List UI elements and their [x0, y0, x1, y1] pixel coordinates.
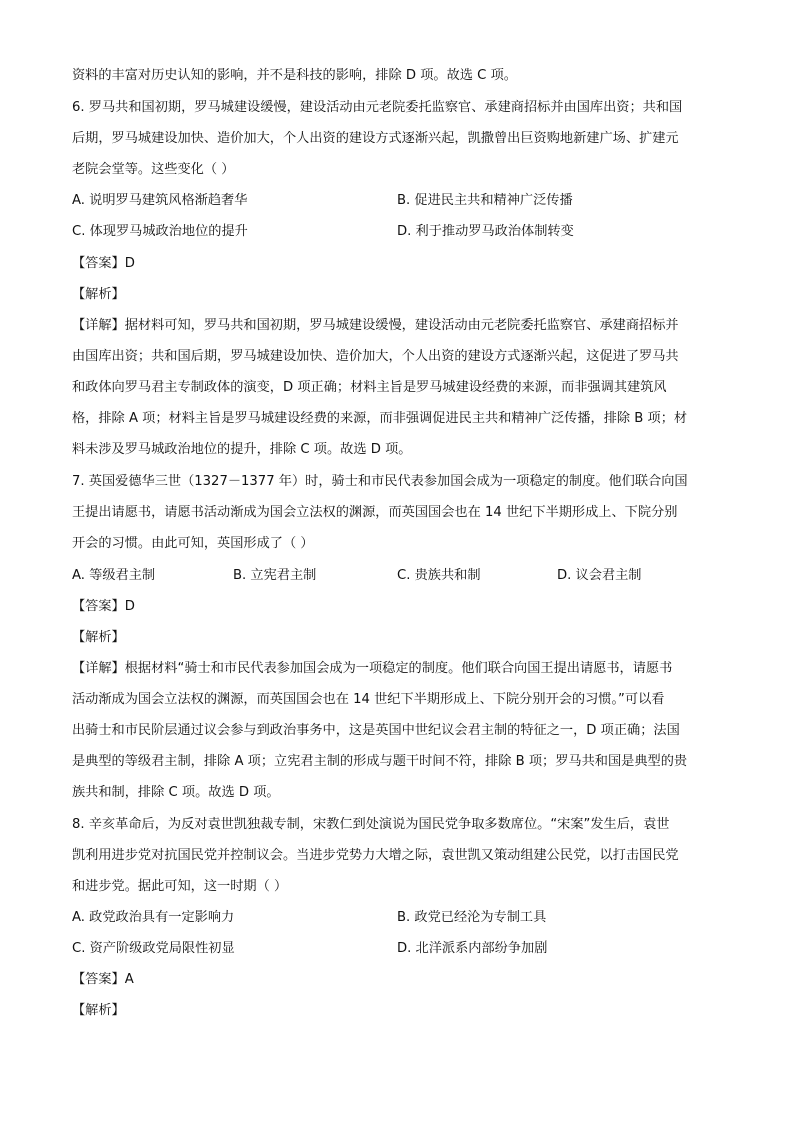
question-7-line-3: 开会的习惯。由此可知，英国形成了（ ）: [72, 536, 314, 551]
question-6-line-3: 老院会堂等。这些变化（ ）: [72, 162, 235, 177]
q8-option-a: A. 政党政治具有一定影响力: [72, 910, 235, 925]
q7-option-a: A. 等级君主制: [72, 568, 156, 583]
q8-option-b: B. 政党已经沦为专制工具: [397, 910, 547, 925]
q8-analysis-heading: 【解析】: [72, 1003, 125, 1018]
question-7-line-1: 7. 英国爱德华三世（1327－1377 年）时，骑士和市民代表参加国会成为一项稳定的制度。他们联合向国: [72, 474, 688, 489]
q8-answer: 【答案】A: [72, 972, 134, 987]
question-6-line-1: 6. 罗马共和国初期，罗马城建设缓慢，建设活动由元老院委托监察官、承建商招标并由国库出资；共和国: [72, 100, 683, 115]
q7-detail-line: 是典型的等级君主制，排除 A 项；立宪君主制的形成与题干时间不符，排除 B 项；罗马共和国是典型的贵: [72, 754, 688, 769]
q7-option-c: C. 贵族共和制: [397, 568, 481, 583]
q6-detail-line: 格，排除 A 项；材料主旨是罗马城建设经费的来源，而非强调促进民主共和精神广泛传播，排除 B 项；材: [72, 411, 688, 426]
q7-detail-line: 【详解】根据材料“骑士和市民代表参加国会成为一项稳定的制度。他们联合向国王提出请愿书，请愿书: [72, 661, 673, 676]
q6-option-a: A. 说明罗马建筑风格渐趋奢华: [72, 193, 248, 208]
q6-option-c: C. 体现罗马城政治地位的提升: [72, 224, 248, 239]
q7-detail-line: 族共和制，排除 C 项。故选 D 项。: [72, 785, 280, 800]
q8-option-c: C. 资产阶级政党局限性初显: [72, 941, 235, 956]
question-8-line-2: 凯利用进步党对抗国民党并控制议会。当进步党势力大增之际，袁世凯又策动组建公民党，以打击国民党: [72, 848, 679, 863]
q7-option-b: B. 立宪君主制: [233, 568, 317, 583]
q7-option-d: D. 议会君主制: [557, 568, 642, 583]
question-6-line-2: 后期，罗马城建设加快、造价加大，个人出资的建设方式逐渐兴起，凯撒曾出巨资购地新建广场、扩建元: [72, 131, 679, 146]
q6-detail-line: 由国库出资；共和国后期，罗马城建设加快、造价加大，个人出资的建设方式逐渐兴起，这促进了罗马共: [72, 349, 679, 364]
text-line: 资料的丰富对历史认知的影响，并不是科技的影响，排除 D 项。故选 C 项。: [72, 68, 517, 83]
q6-option-d: D. 利于推动罗马政治体制转变: [397, 224, 574, 239]
question-8-line-1: 8. 辛亥革命后，为反对袁世凯独裁专制，宋教仁到处演说为国民党争取多数席位。“宋案”发生后，袁世: [72, 817, 670, 832]
q7-detail-line: 活动渐成为国会立法权的渊源，而英国国会也在 14 世纪下半期形成上、下院分别开会的习惯。”可以看: [72, 692, 665, 707]
question-7-line-2: 王提出请愿书，请愿书活动渐成为国会立法权的渊源，而英国国会也在 14 世纪下半期形成上、下院分别: [72, 505, 678, 520]
q6-detail-line: 和政体向罗马君主专制政体的演变，D 项正确；材料主旨是罗马城建设经费的来源，而非强调其建筑风: [72, 380, 667, 395]
q8-option-d: D. 北洋派系内部纷争加剧: [397, 941, 548, 956]
q6-detail-line: 料未涉及罗马城政治地位的提升，排除 C 项。故选 D 项。: [72, 442, 412, 457]
q6-option-b: B. 促进民主共和精神广泛传播: [397, 193, 573, 208]
q7-analysis-heading: 【解析】: [72, 630, 125, 645]
q6-answer: 【答案】D: [72, 256, 135, 271]
q6-detail-line: 【详解】据材料可知，罗马共和国初期，罗马城建设缓慢，建设活动由元老院委托监察官、承建商招标并: [72, 318, 679, 333]
question-8-line-3: 和进步党。据此可知，这一时期（ ）: [72, 879, 288, 894]
q7-answer: 【答案】D: [72, 599, 135, 614]
q6-analysis-heading: 【解析】: [72, 287, 125, 302]
q7-detail-line: 出骑士和市民阶层通过议会参与到政治事务中，这是英国中世纪议会君主制的特征之一，D 项正确；法国: [72, 723, 680, 738]
